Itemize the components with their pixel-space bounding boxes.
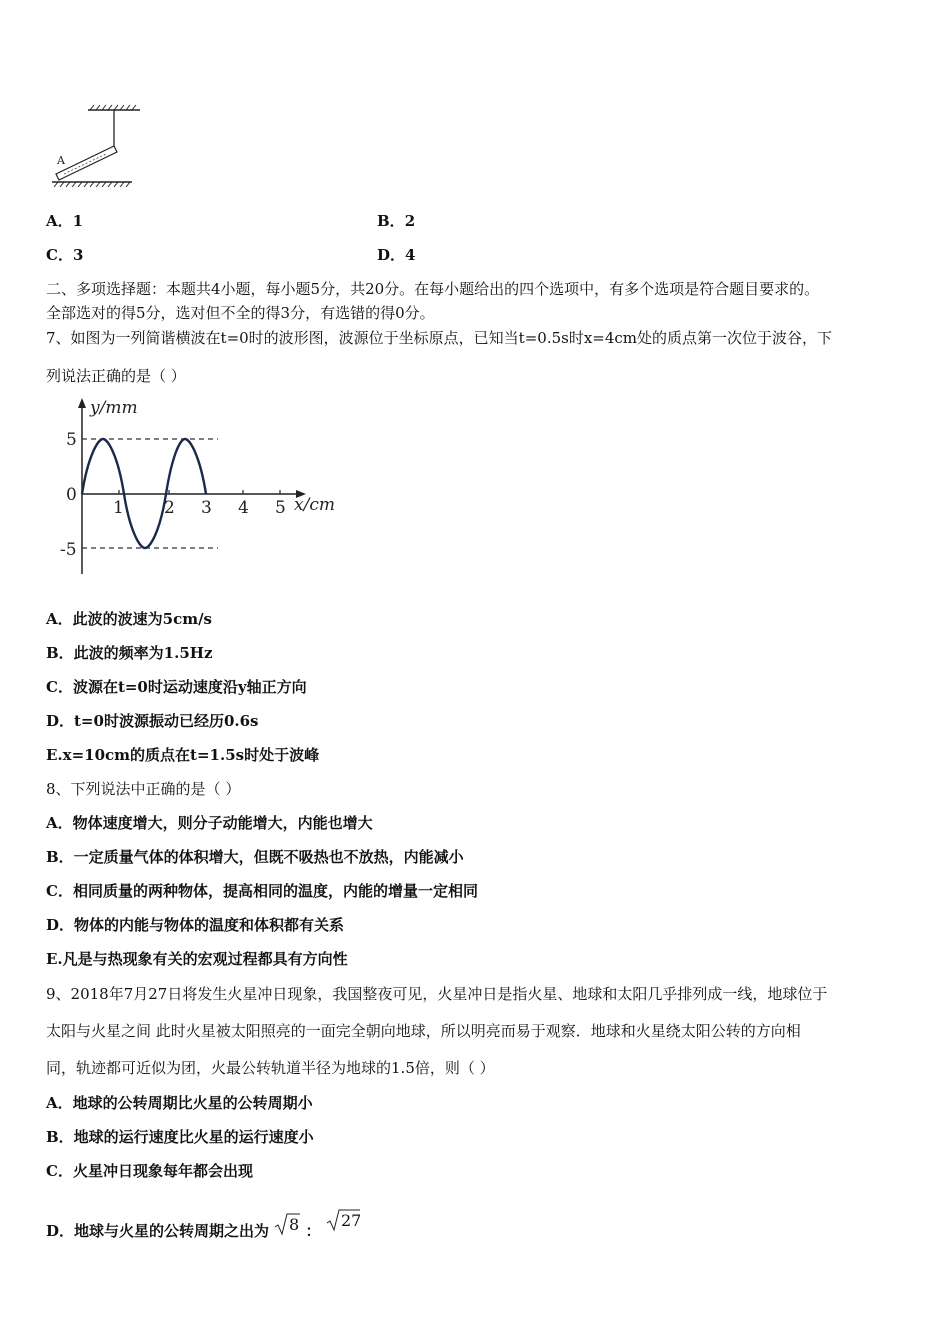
x-tick-5: 5 [275, 498, 286, 518]
q7-option-e: E.x=10cm的质点在t=1.5s时处于波峰 [46, 746, 320, 764]
x-tick-4: 4 [238, 498, 249, 518]
y-tick-5: 5 [66, 430, 77, 450]
q9-option-d-text: D．地球与火星的公转周期之出为 [46, 1222, 270, 1240]
x-axis-label: x/cm [294, 495, 335, 515]
y-axis-arrow [78, 398, 86, 408]
q9-option-c: C．火星冲日现象每年都会出现 [46, 1162, 253, 1180]
q9-option-d [46, 1208, 360, 1241]
rod-label-a: A [57, 154, 65, 167]
q8-stem: 8、下列说法中正确的是（ ） [46, 780, 241, 798]
x-tick-1: 1 [113, 498, 124, 518]
ratio-separator: ： [305, 1222, 321, 1240]
x-tick-3: 3 [201, 498, 212, 518]
q9-stem-line3: 同，轨迹都可近似为团，火最公转轨道半径为地球的1.5倍，则（ ） [46, 1059, 495, 1077]
q6-figure [46, 102, 146, 194]
q8-option-a: A．物体速度增大，则分子动能增大，内能也增大 [46, 814, 373, 832]
sqrt-8 [274, 1212, 300, 1238]
q8-option-c: C．相同质量的两种物体，提高相同的温度，内能的增量一定相同 [46, 882, 478, 900]
x-tick-2: 2 [164, 498, 175, 518]
y-tick-0: 0 [66, 485, 77, 505]
section2-heading-line1: 二、多项选择题：本题共4小题，每小题5分，共20分。在每小题给出的四个选项中，有多个选项是符合题目要求的。 [46, 280, 820, 298]
q7-option-d: D．t=0时波源振动已经历0.6s [46, 712, 259, 730]
section2-heading-line2: 全部选对的得5分，选对但不全的得3分，有选错的得0分。 [46, 304, 435, 322]
sqrt-27-radicand: 27 [340, 1211, 360, 1230]
q7-stem-line1: 7、如图为一列简谐横波在t=0时的波形图，波源位于坐标原点，已知当t=0.5s时x=4cm处的质点第一次位于波谷，下 [46, 329, 833, 347]
q7-option-c: C．波源在t=0时运动速度沿y轴正方向 [46, 678, 307, 696]
q9-stem-line1: 9、2018年7月27日将发生火星冲日现象，我国整夜可见，火星冲日是指火星、地球和太阳几乎排列成一线，地球位于 [46, 985, 828, 1003]
y-tick-minus5: -5 [60, 540, 77, 560]
q7-option-b: B．此波的频率为1.5Hz [46, 644, 213, 662]
sqrt-27 [326, 1208, 360, 1234]
q7-option-a: A．此波的波速为5cm/s [46, 610, 213, 628]
q7-stem-line2: 列说法正确的是（ ） [46, 367, 186, 385]
y-axis-label: y/mm [90, 398, 138, 418]
q6-option-a: A．1 [46, 212, 84, 230]
q9-option-b: B．地球的运行速度比火星的运行速度小 [46, 1128, 314, 1146]
q8-option-e: E.凡是与热现象有关的宏观过程都具有方向性 [46, 950, 348, 968]
sqrt-8-radicand: 8 [289, 1215, 300, 1234]
q6-option-b: B．2 [377, 212, 416, 230]
q6-option-d: D．4 [377, 246, 416, 264]
q9-stem-line2: 太阳与火星之间 此时火星被太阳照亮的一面完全朝向地球，所以明亮而易于观察．地球和火星绕太阳公转的方向相 [46, 1022, 801, 1040]
q8-option-b: B．一定质量气体的体积增大，但既不吸热也不放热，内能减小 [46, 848, 464, 866]
q6-option-c: C．3 [46, 246, 84, 264]
q8-option-d: D．物体的内能与物体的温度和体积都有关系 [46, 916, 345, 934]
q9-option-a: A．地球的公转周期比火星的公转周期小 [46, 1094, 313, 1112]
q7-wave-graph [60, 396, 350, 581]
